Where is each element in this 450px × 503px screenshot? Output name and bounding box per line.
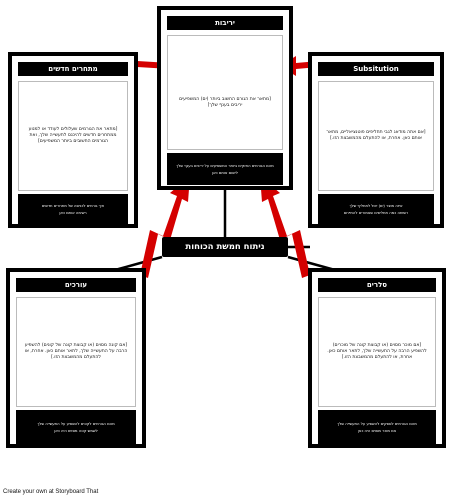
card-new-entrants bbox=[8, 52, 138, 228]
card-substitution-body bbox=[318, 81, 434, 191]
card-new-entrants-answer: רשימה אותם כאן bbox=[59, 210, 87, 215]
card-suppliers bbox=[308, 268, 446, 448]
card-buyers bbox=[6, 268, 146, 448]
arrow-from-suppliers bbox=[260, 176, 310, 278]
storyboard-credit[interactable]: Create your own at Storyboard That bbox=[3, 489, 99, 495]
card-buyers-question: מהם הגורמים לקונים להשפיע על התעשייה שלך bbox=[37, 421, 115, 426]
card-rivalry-question: מהם הגורמים החזקים ביותר המשפיעים על יריבים בענף שלך bbox=[176, 162, 274, 168]
card-rivalry-title: יריבות bbox=[167, 16, 283, 30]
card-buyers-body bbox=[16, 297, 136, 407]
card-substitution bbox=[308, 52, 444, 228]
card-suppliers-answer: אם מוכר מסוים היה כאן bbox=[357, 428, 397, 433]
card-buyers-title: עורכים bbox=[16, 278, 136, 292]
card-rivalry-answer: לישום אותם כאן bbox=[212, 169, 238, 175]
card-suppliers-text: [אם מוכר מסוים (או קבוצת קונה של מוכרים) להשפיע הרבה על התעשייה שלך, לתאר אותם כאן. אחרת, או להתעלם מהמשבצת הזו.] bbox=[327, 343, 427, 360]
five-forces-banner: ניתוח חמשת הכוחות bbox=[162, 237, 288, 257]
card-buyers-footer bbox=[16, 410, 136, 445]
card-new-entrants-title: מתחרים חדשים bbox=[18, 62, 128, 76]
card-buyers-answer: לשמש קונה מסוים היה כאן bbox=[54, 428, 98, 433]
card-new-entrants-text: [מתאר את הגורמים שעלולים לעודד או למנוע ממתחרים חדשים להיכנס לתעשייה שלך, ואת הגורמים החשובים ביותר המשפיעים] bbox=[28, 127, 118, 144]
card-buyers-text: [אם קונה מסוים (או קבוצת קונה של קונים) להשפיע הרבה על התעשייה שלך, לתאר אותם כאן. אחרת, או להתעלם מהמשבצת הזו.] bbox=[24, 343, 128, 360]
card-rivalry-text: [מתאר את הגורם החשוב ביותר (ים) המשפיעים יריבים בענף שלך] bbox=[179, 96, 271, 108]
card-substitution-text: [אם אתה מודאג לגבי תחליפים פוטנציאליים, מתאר אותם כאן. אחרת, או להתעלם מהמשבצת הזו.] bbox=[326, 130, 426, 141]
card-new-entrants-body bbox=[18, 81, 128, 191]
card-new-entrants-footer bbox=[18, 194, 128, 225]
arrow-from-buyers bbox=[140, 176, 190, 278]
card-suppliers-title: סלרים bbox=[318, 278, 436, 292]
card-substitution-title: Subsitution bbox=[318, 62, 434, 76]
card-rivalry-body bbox=[167, 35, 283, 150]
card-substitution-footer bbox=[318, 194, 434, 225]
card-rivalry-footer bbox=[167, 153, 283, 185]
card-suppliers-footer bbox=[318, 410, 436, 445]
card-substitution-answer: רשימה כמה תחליפים שאמורים להתייחס bbox=[343, 210, 409, 215]
card-suppliers-body bbox=[318, 297, 436, 407]
card-new-entrants-question: איך גורמים לכניסה של מתחרים חדשים bbox=[41, 203, 105, 208]
card-suppliers-question: מהם הגורמים לספקים להשפיע על התעשייה שלך bbox=[337, 421, 417, 426]
card-substitution-question: איזה מוצר (ים) יכול לתחליף שלך bbox=[349, 203, 403, 208]
card-rivalry bbox=[157, 6, 293, 190]
